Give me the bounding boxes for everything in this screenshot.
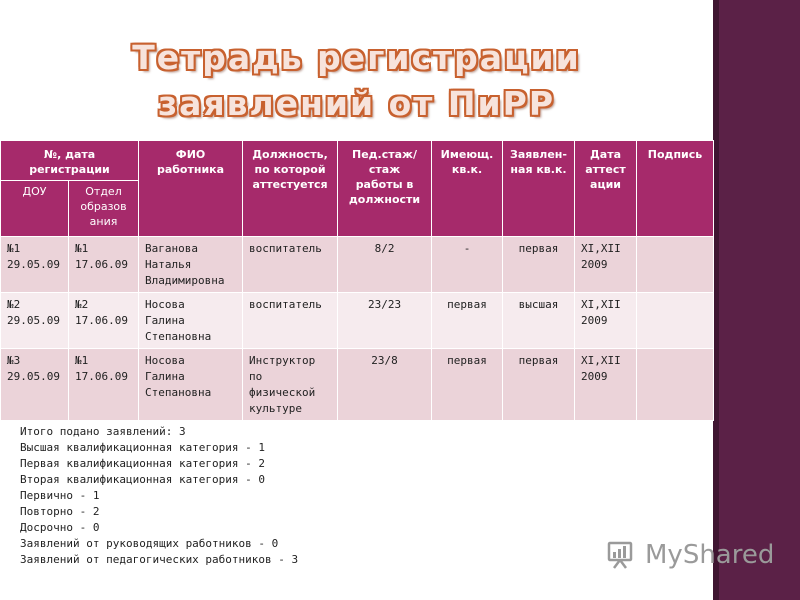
summary-block — [20, 424, 298, 568]
cell-has-category: - — [432, 237, 503, 293]
cell-claimed-category: высшая — [503, 293, 575, 349]
summary-line: Заявлений от руководящих работников - 0 — [20, 537, 279, 550]
header-row — [1, 141, 714, 181]
cell-position: воспитатель — [243, 293, 338, 349]
cell-attestation-date: XI,XII 2009 — [575, 237, 637, 293]
cell-dept: №1 17.06.09 — [69, 237, 139, 293]
cell-signature — [637, 293, 714, 349]
cell-claimed-category: первая — [503, 349, 575, 421]
cell-has-category: первая — [432, 349, 503, 421]
summary-line: Первично - 1 — [20, 489, 100, 502]
summary-line: Высшая квалификационная категория - 1 — [20, 441, 266, 454]
cell-claimed-category: первая — [503, 237, 575, 293]
cell-fio: Носова Галина Степановна — [139, 293, 243, 349]
header-signature: Подпись — [637, 141, 714, 237]
cell-has-category: первая — [432, 293, 503, 349]
cell-experience: 23/8 — [338, 349, 432, 421]
cell-signature — [637, 349, 714, 421]
summary-line: Итого подано заявлений: 3 — [20, 425, 186, 438]
cell-experience: 8/2 — [338, 237, 432, 293]
cell-fio: Носова Галина Степановна — [139, 349, 243, 421]
cell-dou: №3 29.05.09 — [1, 349, 69, 421]
summary-line: Заявлений от педагогических работников - 3 — [20, 553, 299, 566]
table-row — [1, 349, 714, 421]
cell-signature — [637, 237, 714, 293]
header-reg: №, дата регистрации — [1, 141, 139, 181]
summary-line: Повторно - 2 — [20, 505, 100, 518]
watermark-logo — [607, 538, 775, 574]
cell-attestation-date: XI,XII 2009 — [575, 349, 637, 421]
cell-dept: №2 17.06.09 — [69, 293, 139, 349]
registration-table — [0, 140, 714, 421]
header-position: Должность, по которой аттестуется — [243, 141, 338, 237]
header-attestation-date: Дата аттест ации — [575, 141, 637, 237]
summary-line: Досрочно - 0 — [20, 521, 100, 534]
table-row — [1, 293, 714, 349]
cell-attestation-date: XI,XII 2009 — [575, 293, 637, 349]
cell-fio: Ваганова Наталья Владимировна — [139, 237, 243, 293]
header-dou: ДОУ — [1, 181, 69, 237]
header-claimed-category: Заявлен-ная кв.к. — [503, 141, 575, 237]
cell-experience: 23/23 — [338, 293, 432, 349]
watermark-text: MyShared — [645, 540, 775, 570]
title-line-1: Тетрадь регистрации — [132, 38, 581, 77]
header-dept: Отдел образов ания — [69, 181, 139, 237]
header-experience: Пед.стаж/ стаж работы в должности — [338, 141, 432, 237]
table-row — [1, 237, 714, 293]
summary-line: Вторая квалификационная категория - 0 — [20, 473, 266, 486]
summary-line: Первая квалификационная категория - 2 — [20, 457, 266, 470]
cell-position: Инструктор по физической культуре — [243, 349, 338, 421]
cell-dou: №2 29.05.09 — [1, 293, 69, 349]
header-fio: ФИО работника — [139, 141, 243, 237]
cell-dept: №1 17.06.09 — [69, 349, 139, 421]
page-title — [0, 35, 713, 127]
cell-position: воспитатель — [243, 237, 338, 293]
decorative-sidebar — [713, 0, 800, 600]
header-has-category: Имеющ. кв.к. — [432, 141, 503, 237]
myshared-logo-icon — [607, 540, 635, 570]
cell-dou: №1 29.05.09 — [1, 237, 69, 293]
title-line-2: заявлений от ПиРР — [158, 84, 555, 123]
